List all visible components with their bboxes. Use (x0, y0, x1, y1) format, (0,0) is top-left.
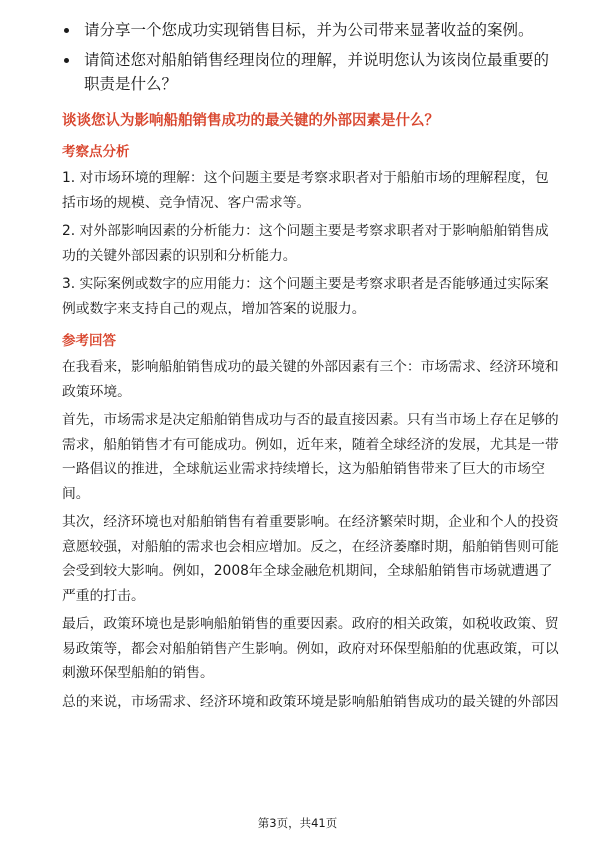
bullet-item (62, 48, 560, 96)
analysis-item: 1. 对市场环境的理解：这个问题主要是考察求职者对于船舶市场的理解程度，包括市场的规模、竞争情况、客户需求等。 (62, 170, 549, 211)
answer-paragraph: 总的来说，市场需求、经济环境和政策环境是影响船舶销售成功的最关键的外部因 (62, 693, 559, 710)
bullet-item (62, 18, 560, 42)
answer-paragraph: 在我看来，影响船舶销售成功的最关键的外部因素有三个：市场需求、经济环境和政策环境。 (62, 359, 559, 400)
analysis-item: 3. 实际案例或数字的应用能力：这个问题主要是考察求职者是否能够通过实际案例或数字来支持自己的观点，增加答案的说服力。 (62, 276, 549, 317)
page-number-footer: 第3页，共41页 (257, 816, 338, 830)
answer-paragraph: 首先，市场需求是决定船舶销售成功与否的最直接因素。只有当市场上存在足够的需求，船舶销售才有可能成功。例如，近年来，随着全球经济的发展，尤其是一带一路倡议的推进，全球航运业需求持续增长，这为船舶销售带来了巨大的市场空间。 (62, 412, 559, 502)
bullet-text: 请简述您对船舶销售经理岗位的理解，并说明您认为该岗位最重要的职责是什么？ (84, 51, 550, 93)
document-page (62, 18, 560, 714)
bullet-text: 请分享一个您成功实现销售目标，并为公司带来显著收益的案例。 (84, 21, 534, 39)
question-heading: 谈谈您认为影响船舶销售成功的最关键的外部因素是什么？ (62, 113, 439, 129)
question-bullet-list (62, 18, 560, 96)
analysis-item: 2. 对外部影响因素的分析能力：这个问题主要是考察求职者对于影响船舶销售成功的关键外部因素的识别和分析能力。 (62, 223, 549, 264)
bullet-dot-icon (64, 28, 69, 33)
bullet-dot-icon (64, 58, 69, 63)
answer-paragraph: 其次，经济环境也对船舶销售有着重要影响。在经济繁荣时期，企业和个人的投资意愿较强，对船舶的需求也会相应增加。反之，在经济萎靡时期，船舶销售则可能会受到较大影响。例如，2008年全球金融危机期间，全球船舶销售市场就遭遇了严重的打击。 (62, 514, 559, 604)
answer-paragraph: 最后，政策环境也是影响船舶销售的重要因素。政府的相关政策，如税收政策、贸易政策等，都会对船舶销售产生影响。例如，政府对环保型船舶的优惠政策，可以刺激环保型船舶的销售。 (62, 616, 559, 681)
analysis-section-title: 考察点分析 (62, 144, 130, 160)
answer-section-title: 参考回答 (62, 333, 116, 349)
